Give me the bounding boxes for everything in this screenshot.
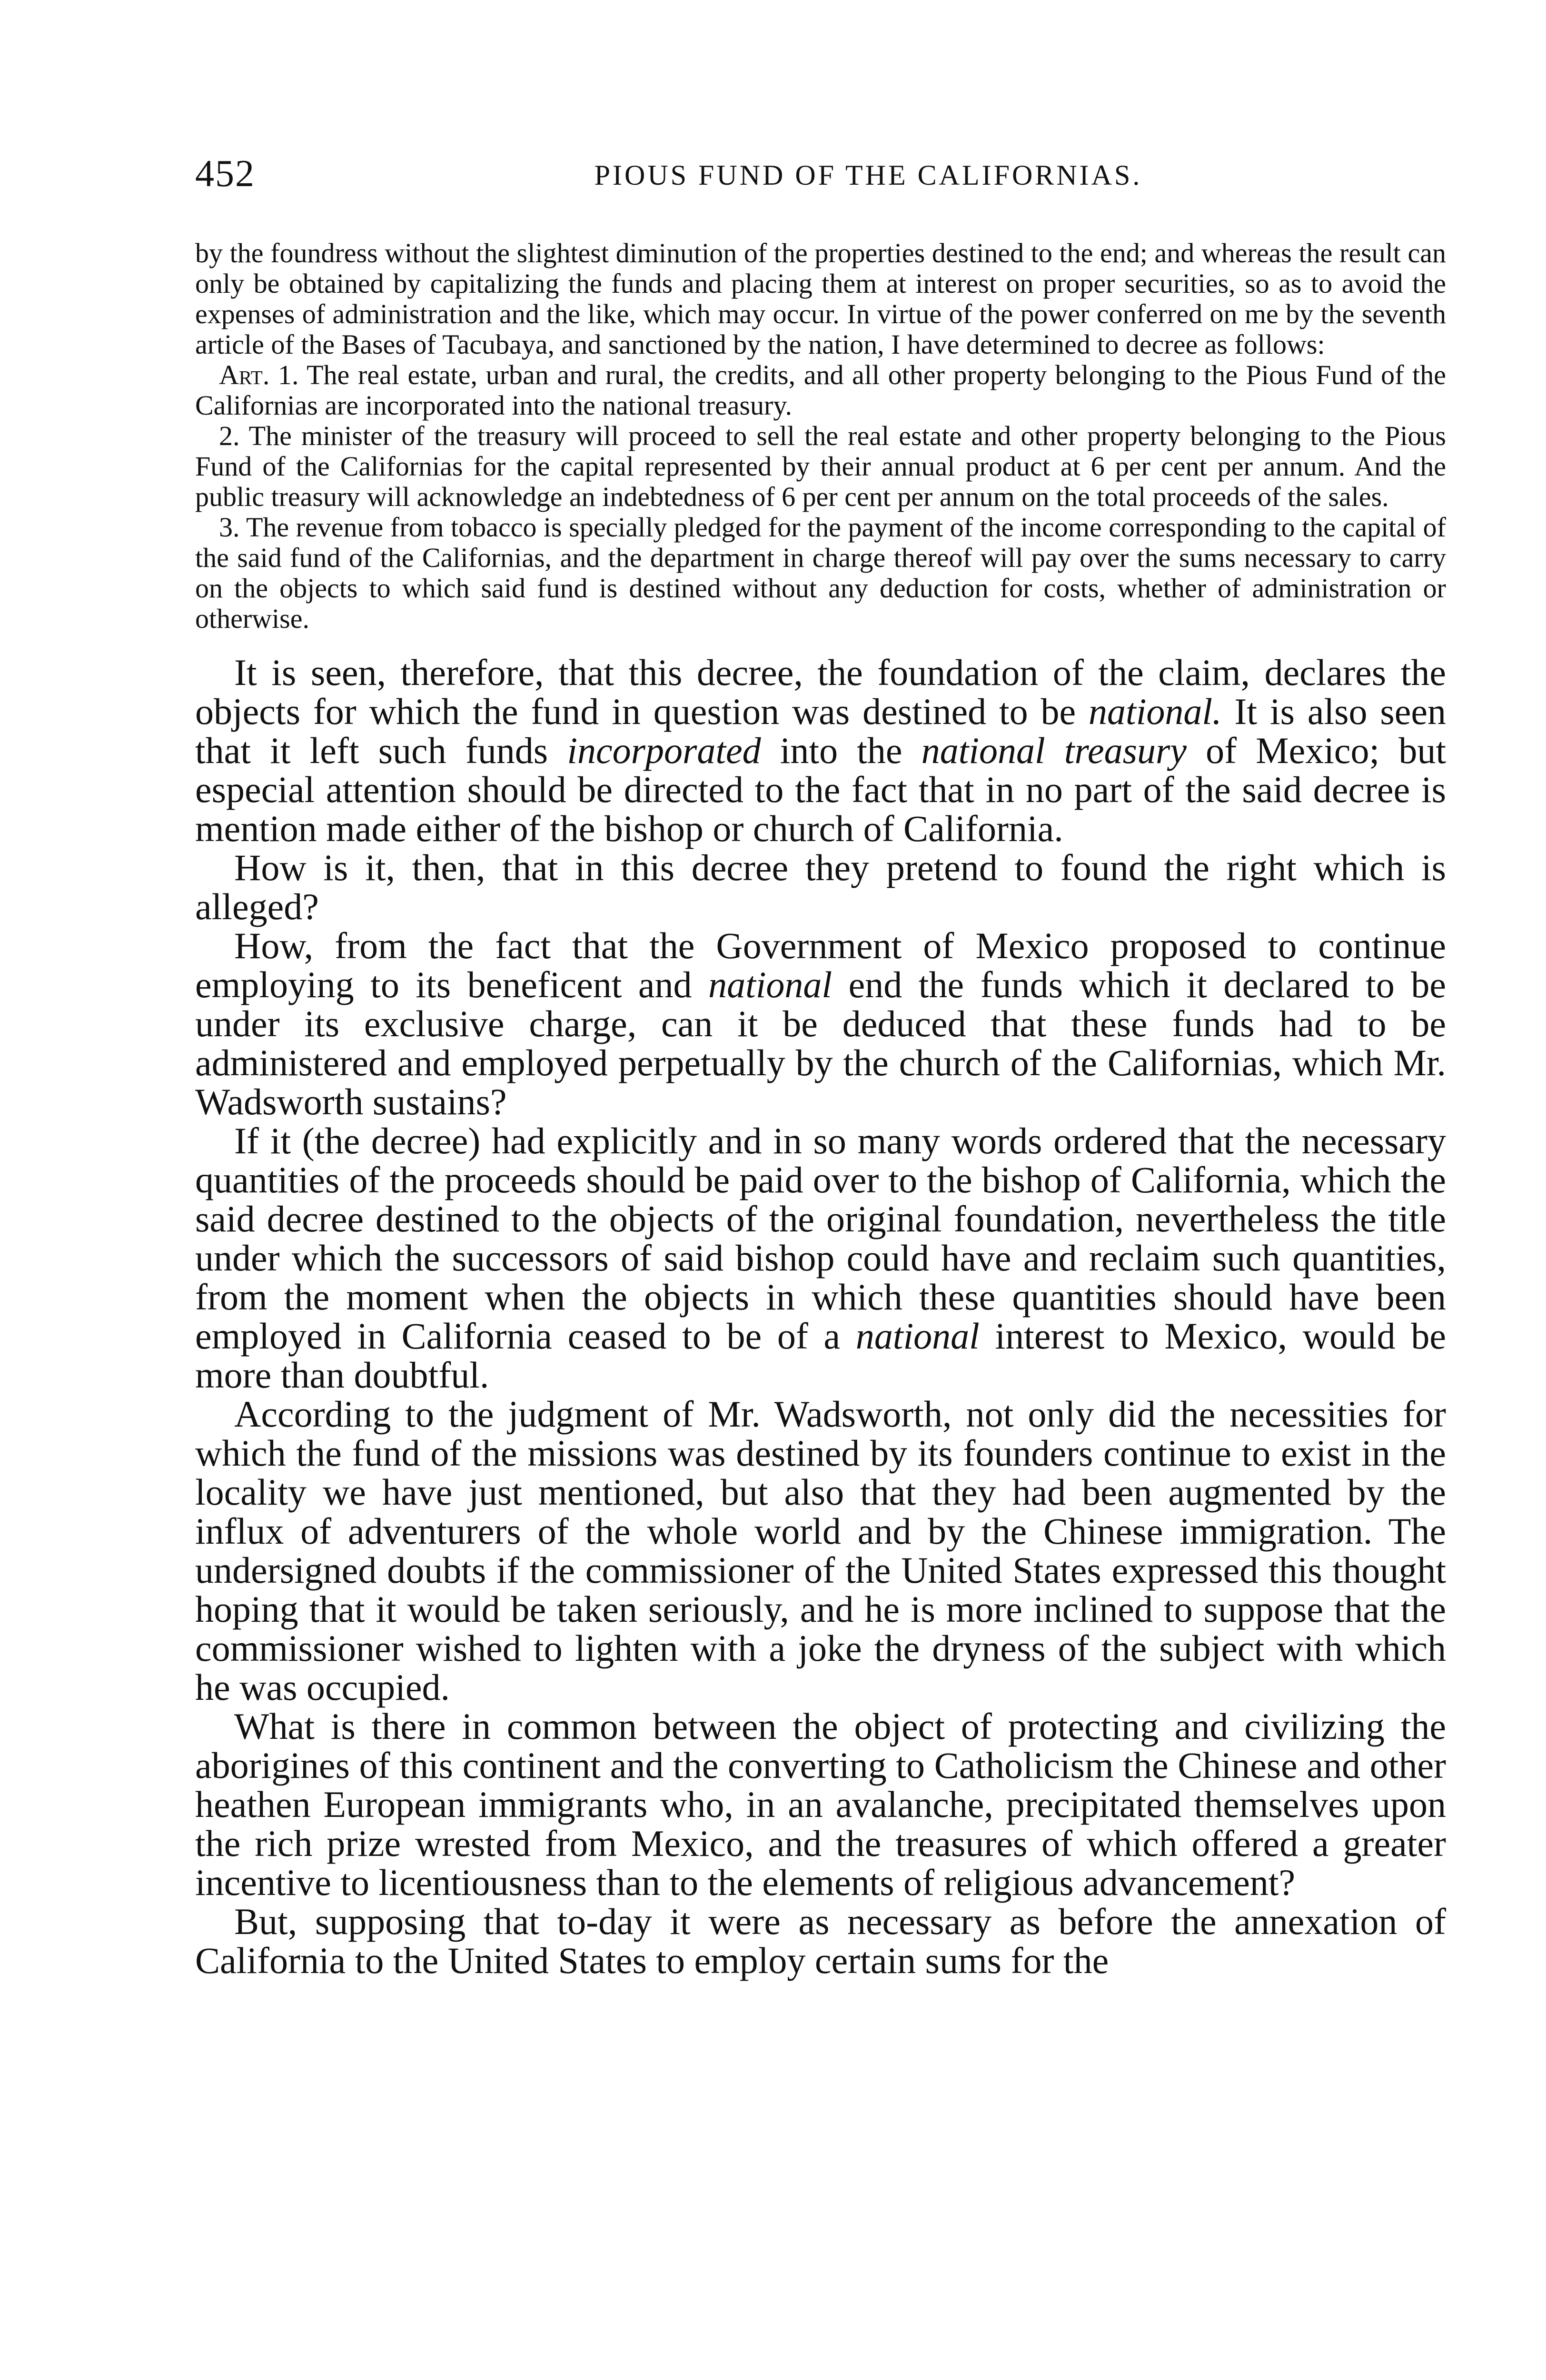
running-title: PIOUS FUND OF THE CALIFORNIAS.: [594, 159, 1142, 191]
paragraph-3-italic-national: national: [708, 964, 832, 1005]
paragraph-1-text-b: It is also seen that it left such funds: [195, 691, 1446, 771]
decree-article-3: 3. The revenue from tobacco is specially pledged for the payment of the income corresponding to the capital of the said fund of the Californias, and the department in charge thereof will pay over the sums necessary to carry on the objects to which said fund is destined without any deduction for costs, whether of administration or otherwise.: [195, 512, 1446, 634]
quoted-decree: [195, 238, 1446, 634]
paragraph-6: What is there in common between the object of protecting and civilizing the aborigines of this continent and the converting to Catholicism the Chinese and other heathen European immigrants who, in an avalanche, precipitated themselves upon the rich prize wrested from Mexico, and the treasures of which offered a greater incentive to licentiousness than to the elements of religious advancement?: [195, 1706, 1446, 1903]
paragraph-4-italic-national: national: [855, 1315, 980, 1357]
body-text: [195, 653, 1446, 1980]
paragraph-1: [195, 653, 1446, 848]
decree-article-2: 2. The minister of the treasury will proceed to sell the real estate and other property belonging to the Pious Fund of the Californias for the capital represented by their annual product at 6 per cent per annum. And the public treasury will acknowledge an indebtedness of 6 per cent per annum on the total proceeds of the sales.: [195, 420, 1446, 512]
page-number: 452: [195, 153, 255, 195]
paragraph-1-italic-national: national.: [1089, 691, 1222, 732]
paragraph-4: [195, 1121, 1446, 1395]
running-head: [195, 152, 1446, 205]
paragraph-1-text-a: It is seen, therefore, that this decree, the foundation of the claim, declares the objects for which the fund in question was destined to be: [195, 652, 1446, 732]
paragraph-4-text-a: If it (the decree) had explicitly and in so many words ordered that the necessary quantities of the proceeds should be paid over to the bishop of California, which the said decree destined to the objects of the original foundation, nevertheless the title under which the successors of said bishop could have and reclaim such quantities, from the moment when the objects in which these quantities should have been employed in California ceased to be of a: [195, 1120, 1446, 1357]
paragraph-7: But, supposing that to-day it were as necessary as before the annexation of California to the United States to employ certain sums for the: [195, 1901, 1446, 1981]
paragraph-5: According to the judgment of Mr. Wadsworth, not only did the necessities for which the fund of the missions was destined by its founders continue to exist in the locality we have just mentioned, but also that they had been augmented by the influx of adventurers of the whole world and by the Chinese immigration. The undersigned doubts if the commissioner of the United States expressed this thought hoping that it would be taken seriously, and he is more inclined to suppose that the commissioner wished to lighten with a joke the dryness of the subject with which he was occupied.: [195, 1393, 1446, 1708]
paragraph-1-text-d: of Mexico; but especial attention should be directed to the fact that in no part of the said decree is mention made either of the bishop or church of California.: [195, 730, 1446, 849]
paragraph-1-text-c: into the: [761, 730, 922, 771]
paragraph-3: [195, 926, 1446, 1121]
decree-article-1-label: Art. 1.: [219, 359, 299, 390]
decree-intro: by the foundress without the slightest diminution of the properties destined to the end; and whereas the result can only be obtained by capitalizing the funds and placing them at interest on proper securities, so as to avoid the expenses of administration and the like, which may occur. In virtue of the power conferred on me by the seventh article of the Bases of Tacubaya, and sanctioned by the nation, I have determined to decree as follows:: [195, 238, 1446, 360]
paragraph-3-text-b: end the funds which it declared to be under its exclusive charge, can it be deduced that these funds had to be administered and employed perpetually by the church of the Californias, which Mr. Wadsworth sustains?: [195, 964, 1446, 1122]
document-page: [195, 152, 1446, 1980]
paragraph-4-text-b: interest to Mexico, would be more than doubtful.: [195, 1315, 1446, 1396]
decree-article-1: [195, 360, 1446, 421]
paragraph-1-italic-incorporated: incorporated: [567, 730, 761, 771]
paragraph-3-text-a: How, from the fact that the Government of Mexico proposed to continue employing to its beneficent and: [195, 925, 1446, 1005]
decree-article-1-text: The real estate, urban and rural, the credits, and all other property belonging to the Pious Fund of the Californias are incorporated into the national treasury.: [195, 359, 1446, 421]
paragraph-1-italic-national-treasury: national treasury: [921, 730, 1187, 771]
paragraph-2: How is it, then, that in this decree they pretend to found the right which is alleged?: [195, 847, 1446, 927]
